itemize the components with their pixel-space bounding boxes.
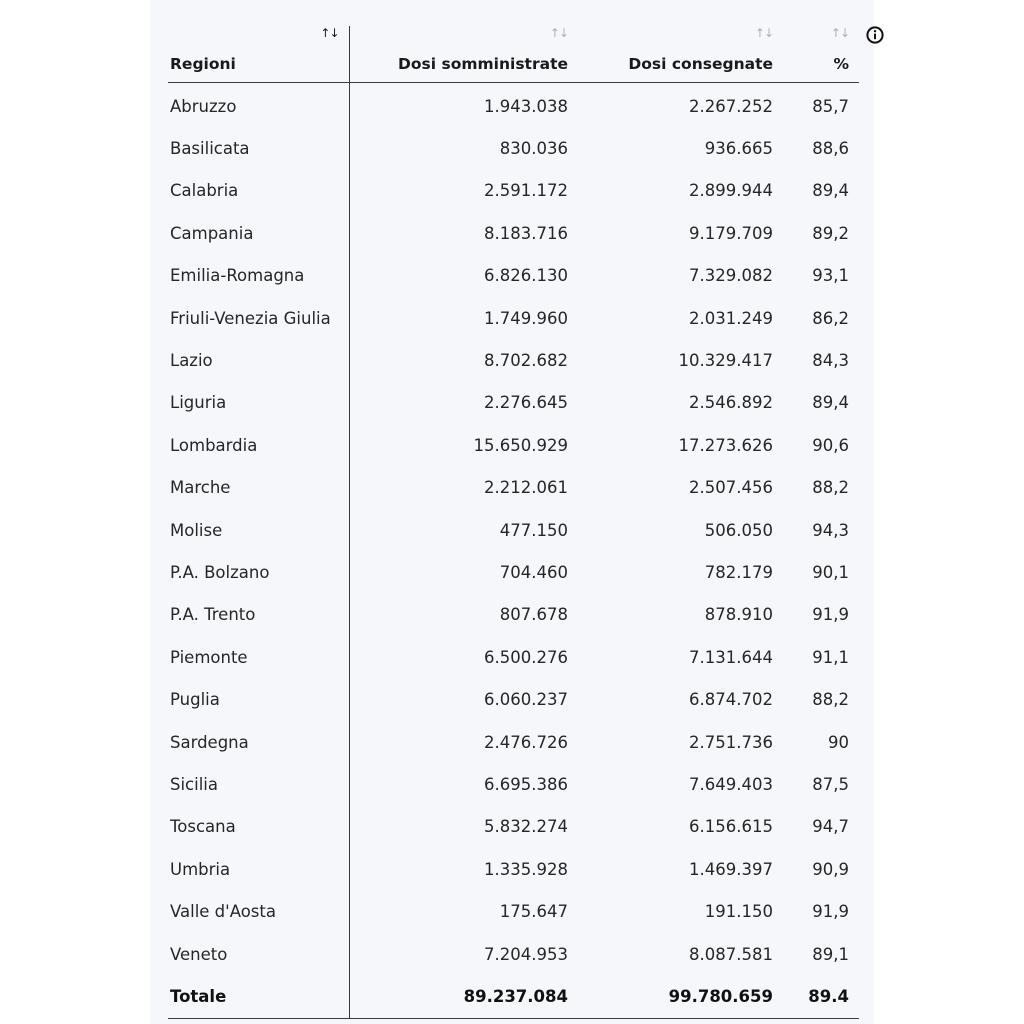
cell-region: Sicilia xyxy=(168,763,349,805)
cell-delivered: 17.273.626 xyxy=(678,435,773,455)
cell-region: Marche xyxy=(168,467,349,509)
cell-percent: 91,9 xyxy=(812,902,849,922)
cell-region: Friuli-Venezia Giulia xyxy=(168,297,349,339)
cell-percent: 87,5 xyxy=(812,774,849,794)
cell-percent: 94,7 xyxy=(812,817,849,837)
table-row xyxy=(168,170,859,212)
cell-region: Puglia xyxy=(168,678,349,720)
table-row xyxy=(168,255,859,297)
cell-delivered: 8.087.581 xyxy=(689,944,773,964)
cell-percent: 90,1 xyxy=(812,562,849,582)
cell-region: Valle d'Aosta xyxy=(168,890,349,932)
cell-region: P.A. Bolzano xyxy=(168,551,349,593)
cell-delivered: 1.469.397 xyxy=(689,859,773,879)
table-row xyxy=(168,509,859,551)
cell-administered: 477.150 xyxy=(499,520,568,540)
cell-region: Lazio xyxy=(168,339,349,381)
table-row xyxy=(168,763,859,805)
cell-administered: 807.678 xyxy=(499,605,568,625)
cell-region: Basilicata xyxy=(168,127,349,169)
cell-delivered: 7.329.082 xyxy=(689,266,773,286)
cell-percent: 89,4 xyxy=(812,181,849,201)
cell-administered: 2.476.726 xyxy=(484,732,568,752)
cell-delivered: 2.507.456 xyxy=(689,478,773,498)
cell-delivered: 2.546.892 xyxy=(689,393,773,413)
cell-administered: 2.276.645 xyxy=(484,393,568,413)
cell-region: Campania xyxy=(168,212,349,254)
cell-administered: 2.591.172 xyxy=(484,181,568,201)
cell-administered: 8.702.682 xyxy=(484,351,568,371)
cell-administered: 15.650.929 xyxy=(473,435,568,455)
cell-administered: 1.335.928 xyxy=(484,859,568,879)
cell-administered: 1.749.960 xyxy=(484,308,568,328)
table-header-row xyxy=(168,26,859,83)
sort-arrows-icon[interactable]: ↑↓ xyxy=(830,26,849,40)
table-total-row xyxy=(168,975,859,1018)
cell-percent: 85,7 xyxy=(812,96,849,116)
sort-arrows-icon[interactable]: ↑↓ xyxy=(549,26,568,40)
table-row xyxy=(168,636,859,678)
table-row xyxy=(168,678,859,720)
cell-region: Emilia-Romagna xyxy=(168,255,349,297)
table-row xyxy=(168,297,859,339)
cell-percent: 93,1 xyxy=(812,266,849,286)
cell-delivered: 2.899.944 xyxy=(689,181,773,201)
cell-delivered: 506.050 xyxy=(704,520,773,540)
cell-region: Sardegna xyxy=(168,721,349,763)
cell-region: Totale xyxy=(168,975,349,1018)
cell-percent: 88,2 xyxy=(812,478,849,498)
cell-delivered: 7.649.403 xyxy=(689,774,773,794)
cell-delivered: 2.267.252 xyxy=(689,96,773,116)
sort-arrows-icon[interactable]: ↑↓ xyxy=(754,26,773,40)
cell-region: Lombardia xyxy=(168,424,349,466)
cell-delivered: 6.874.702 xyxy=(689,690,773,710)
cell-region: Piemonte xyxy=(168,636,349,678)
table-row xyxy=(168,127,859,169)
table-row xyxy=(168,806,859,848)
cell-region: P.A. Trento xyxy=(168,594,349,636)
sort-arrows-icon[interactable]: ↑↓ xyxy=(320,26,339,40)
cell-delivered: 878.910 xyxy=(704,605,773,625)
cell-percent: 91,9 xyxy=(812,605,849,625)
column-header-label: Regioni xyxy=(170,55,236,73)
cell-administered: 704.460 xyxy=(499,562,568,582)
cell-region: Toscana xyxy=(168,806,349,848)
cell-administered: 2.212.061 xyxy=(484,478,568,498)
cell-administered: 6.826.130 xyxy=(484,266,568,286)
cell-percent: 84,3 xyxy=(812,351,849,371)
cell-percent: 90,9 xyxy=(812,859,849,879)
cell-percent: 94,3 xyxy=(812,520,849,540)
column-header-administered[interactable] xyxy=(349,26,577,83)
cell-percent: 89,2 xyxy=(812,223,849,243)
cell-delivered: 191.150 xyxy=(704,902,773,922)
cell-percent: 88,6 xyxy=(812,139,849,159)
cell-administered: 1.943.038 xyxy=(484,96,568,116)
cell-delivered: 2.031.249 xyxy=(689,308,773,328)
table-row xyxy=(168,212,859,254)
table-row xyxy=(168,424,859,466)
cell-delivered: 936.665 xyxy=(704,139,773,159)
vaccine-doses-table xyxy=(168,26,859,1019)
table-row xyxy=(168,382,859,424)
column-header-delivered[interactable] xyxy=(577,26,782,83)
cell-delivered: 2.751.736 xyxy=(689,732,773,752)
table-row xyxy=(168,551,859,593)
cell-region: Abruzzo xyxy=(168,83,349,128)
column-header-region[interactable] xyxy=(168,26,349,83)
table-body xyxy=(168,83,859,1019)
cell-delivered: 9.179.709 xyxy=(689,223,773,243)
cell-region: Liguria xyxy=(168,382,349,424)
cell-percent: 89,4 xyxy=(812,393,849,413)
cell-administered: 6.060.237 xyxy=(484,690,568,710)
cell-percent: 90,6 xyxy=(812,435,849,455)
table-row xyxy=(168,848,859,890)
cell-administered: 175.647 xyxy=(499,902,568,922)
cell-delivered: 99.780.659 xyxy=(577,975,782,1018)
cell-administered: 6.500.276 xyxy=(484,647,568,667)
info-icon[interactable] xyxy=(866,26,884,44)
cell-region: Veneto xyxy=(168,933,349,975)
cell-percent: 89.4 xyxy=(782,975,859,1018)
cell-administered: 6.695.386 xyxy=(484,774,568,794)
table-row xyxy=(168,721,859,763)
cell-delivered: 10.329.417 xyxy=(678,351,773,371)
table-row xyxy=(168,594,859,636)
table-row xyxy=(168,83,859,128)
column-header-label: % xyxy=(833,55,849,73)
cell-percent: 90 xyxy=(828,732,849,752)
cell-percent: 89,1 xyxy=(812,944,849,964)
cell-region: Calabria xyxy=(168,170,349,212)
cell-delivered: 7.131.644 xyxy=(689,647,773,667)
column-header-label: Dosi somministrate xyxy=(398,55,568,73)
cell-percent: 88,2 xyxy=(812,690,849,710)
cell-region: Umbria xyxy=(168,848,349,890)
table-row xyxy=(168,890,859,932)
cell-administered: 7.204.953 xyxy=(484,944,568,964)
cell-percent: 86,2 xyxy=(812,308,849,328)
table-row xyxy=(168,467,859,509)
table-row xyxy=(168,933,859,975)
cell-delivered: 6.156.615 xyxy=(689,817,773,837)
cell-region: Molise xyxy=(168,509,349,551)
column-header-label: Dosi consegnate xyxy=(628,55,773,73)
cell-administered: 830.036 xyxy=(499,139,568,159)
cell-delivered: 782.179 xyxy=(704,562,773,582)
cell-administered: 5.832.274 xyxy=(484,817,568,837)
cell-administered: 89.237.084 xyxy=(349,975,577,1018)
cell-administered: 8.183.716 xyxy=(484,223,568,243)
cell-percent: 91,1 xyxy=(812,647,849,667)
table-row xyxy=(168,339,859,381)
column-header-percent[interactable] xyxy=(782,26,859,83)
